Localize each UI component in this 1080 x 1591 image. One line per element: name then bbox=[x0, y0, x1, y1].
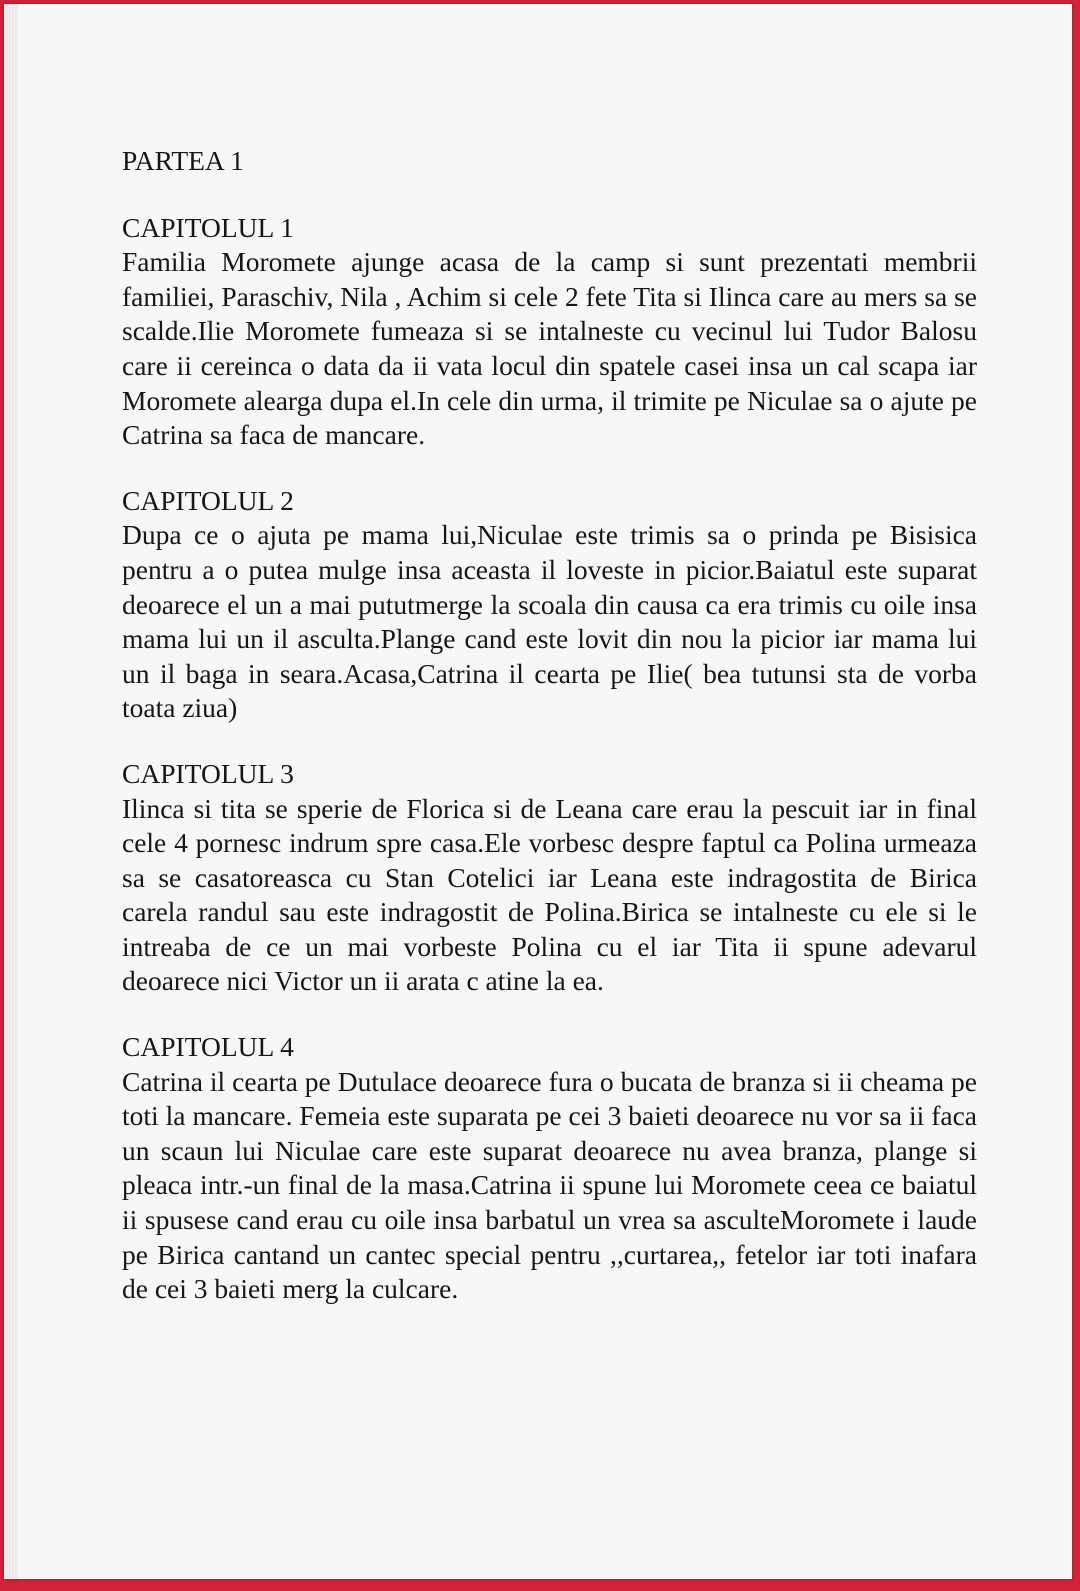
part-title: PARTEA 1 bbox=[122, 145, 244, 176]
chapter-4 bbox=[122, 1030, 977, 1307]
chapter-title: CAPITOLUL 3 bbox=[122, 757, 294, 789]
chapter-text: Dupa ce o ajuta pe mama lui,Niculae este trimis sa o prinda pe Bisisica pentru a o putea mulge insa aceasta il loveste in picior.Baiatul este suparat deoarece el un a mai pututmerge la scoala din causa ca era trimis cu oile insa mama lui un il asculta.Plange cand este lovit din nou la picior iar mama lui un il baga in seara.Acasa,Catrina il cearta pe Ilie( bea tutunsi sta de vorba toata ziua) bbox=[122, 519, 977, 724]
chapter-title: CAPITOLUL 1 bbox=[122, 211, 294, 243]
page-edge bbox=[4, 4, 18, 1579]
chapter-1 bbox=[122, 211, 977, 453]
chapter-text: Catrina il cearta pe Dutulace deoarece fura o bucata de branza si ii cheama pe toti la mancare. Femeia este suparata pe cei 3 baieti deoarece nu vor sa ii faca un scaun lui Niculae care este suparat deoarece nu avea branza, plange si pleaca intr.-un final de la masa.Catrina ii spune lui Moromete ceea ce baiatul ii spusese cand erau cu oile insa barbatul un vrea sa asculteMoromete i laude pe Birica cantand un cantec special pentru ,,curtarea,, fetelor iar toti inafara de cei 3 baieti merg la culcare. bbox=[122, 1065, 977, 1305]
chapter-title: CAPITOLUL 2 bbox=[122, 484, 294, 516]
document-content bbox=[122, 144, 977, 1338]
chapter-text: Familia Moromete ajunge acasa de la camp si sunt prezentati membrii familiei, Paraschiv, Nila , Achim si cele 2 fete Tita si Ilinca care au mers sa se scalde.Ilie Moromete fumeaza si se intalneste cu vecinul lui Tudor Balosu care ii cereinca o data da ii vata locul din spatele casei insa un cal scapa iar Moromete alearga dupa el.In cele din urma, il trimite pe Niculae sa o ajute pe Catrina sa faca de mancare. bbox=[122, 246, 977, 451]
chapter-text: Ilinca si tita se sperie de Florica si de Leana care erau la pescuit iar in final cele 4 pornesc indrum spre casa.Ele vorbesc despre faptul ca Polina urmeaza sa se casatoreasca cu Stan Cotelici iar Leana este indragostita de Birica carela randul sau este indragostit de Polina.Birica se intalneste cu ele si le intreaba de ce un mai vorbeste Polina cu el iar Tita ii spune adevarul deoarece nici Victor un ii arata c atine la ea. bbox=[122, 792, 977, 997]
chapter-title: CAPITOLUL 4 bbox=[122, 1031, 294, 1063]
document-page bbox=[4, 4, 1072, 1579]
chapter-3 bbox=[122, 757, 977, 999]
chapter-2 bbox=[122, 484, 977, 726]
